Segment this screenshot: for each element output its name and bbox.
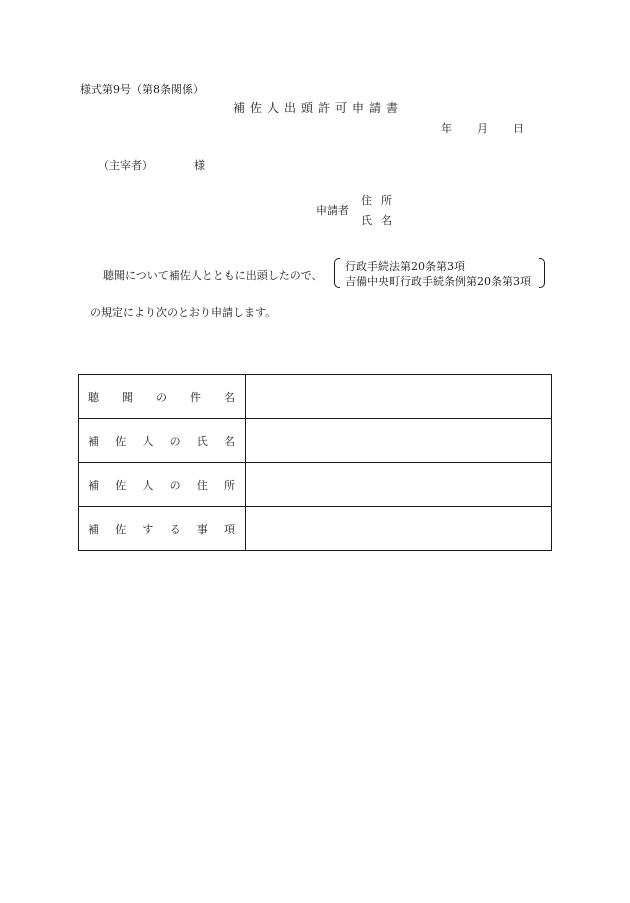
application-table xyxy=(78,374,552,551)
left-bracket xyxy=(334,258,340,288)
addressee-honorific: 様 xyxy=(194,159,205,172)
page-title: 補佐人出頭許可申請書 xyxy=(232,101,403,115)
body-text-line1: 聴聞について補佐人とともに出頭したので、 xyxy=(103,269,323,282)
addressee-organization: （主宰者） xyxy=(98,159,153,172)
table-row-label: 補 佐 す る 事 項 xyxy=(88,522,235,536)
law-reference-1: 行政手続法第20条第3項 xyxy=(345,260,465,273)
table-row-value[interactable] xyxy=(246,507,552,551)
table-row-label-cell xyxy=(79,507,246,551)
date-line xyxy=(441,120,524,136)
date-year-label: 年 xyxy=(441,122,452,135)
date-day-label: 日 xyxy=(513,122,524,135)
addressee xyxy=(98,157,205,173)
table-row-value[interactable] xyxy=(246,463,552,507)
table-row xyxy=(79,463,552,507)
table-row-value[interactable] xyxy=(246,419,552,463)
table-row xyxy=(79,507,552,551)
law-reference-2: 吉備中央町行政手続条例第20条第3項 xyxy=(345,275,531,288)
table-row xyxy=(79,375,552,419)
right-bracket xyxy=(539,258,545,288)
form-number: 様式第9号（第8条関係） xyxy=(80,83,204,96)
applicant-address-label: 住所 xyxy=(361,194,401,207)
table-row-label-cell xyxy=(79,463,246,507)
table-row-value[interactable] xyxy=(246,375,552,419)
table-row-label: 補 佐 人 の 住 所 xyxy=(88,478,235,492)
table-row-label: 補 佐 人 の 氏 名 xyxy=(88,434,235,448)
applicant-name-label: 氏名 xyxy=(361,214,401,227)
body-text-line2: の規定により次のとおり申請します。 xyxy=(90,306,277,319)
table-row-label: 聴 聞 の 件 名 xyxy=(88,390,235,404)
table-row-label-cell xyxy=(79,419,246,463)
table-row xyxy=(79,419,552,463)
applicant-label: 申請者 xyxy=(316,204,349,217)
date-month-label: 月 xyxy=(477,122,488,135)
table-row-label-cell xyxy=(79,375,246,419)
